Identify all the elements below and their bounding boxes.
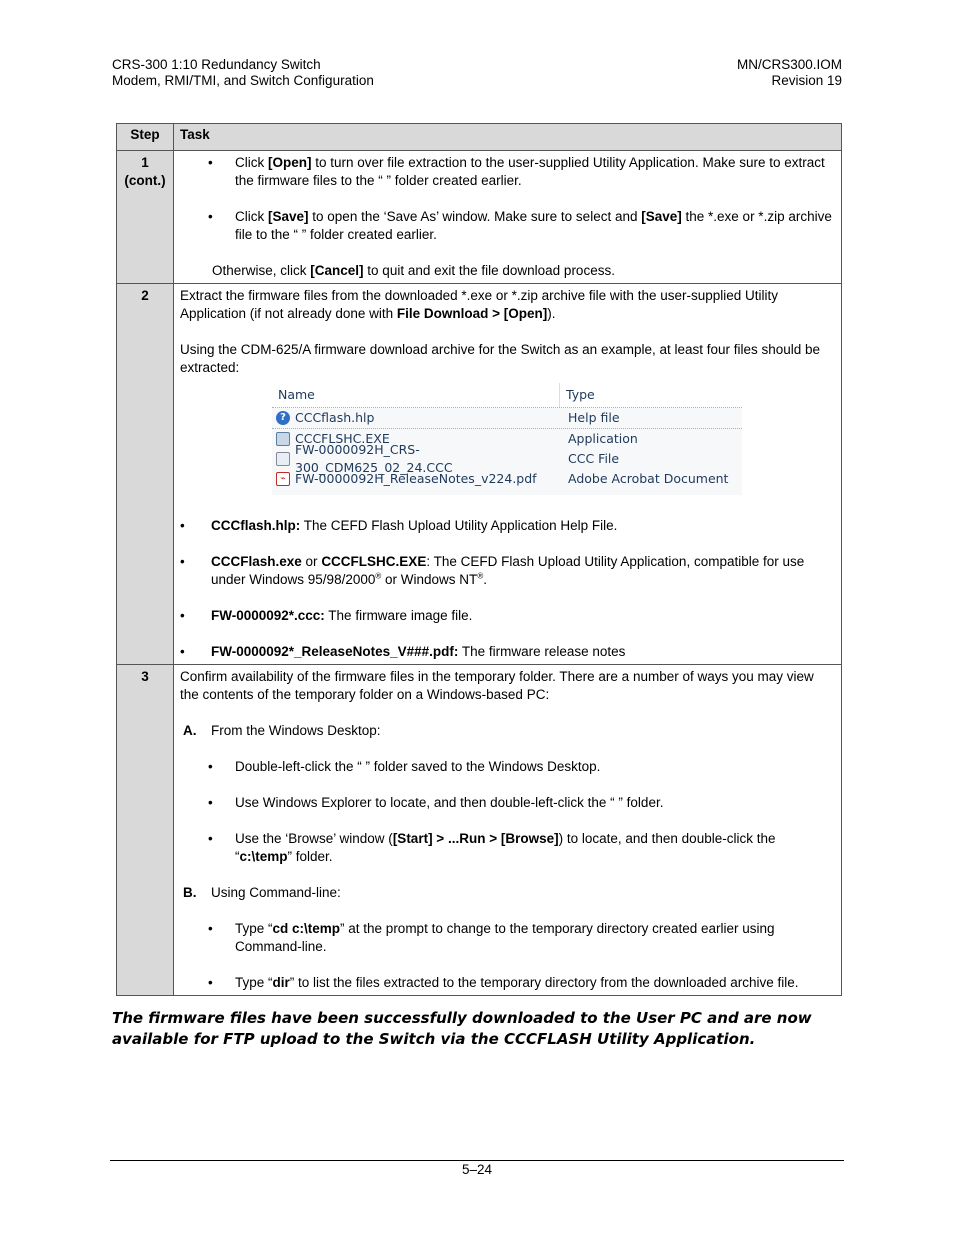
bullet-text: [235, 830, 835, 866]
menu-path: [Start] > ...Run > [Browse]: [392, 831, 559, 846]
header-left: [112, 57, 374, 89]
bullet-text: [235, 974, 799, 992]
column-header-type: Type: [566, 387, 595, 402]
list-item: [180, 553, 835, 589]
table-header-row: [117, 124, 842, 151]
bullet-text: [211, 553, 835, 589]
text: Click: [235, 155, 268, 170]
sub-step-letter: B.: [183, 885, 197, 900]
bullet: •: [208, 831, 213, 846]
step-number: 2: [141, 288, 149, 303]
list-item: [180, 154, 835, 190]
command: dir: [272, 975, 290, 990]
file-row: [272, 469, 742, 489]
text: The firmware image file.: [324, 608, 473, 623]
save-label: [Save]: [641, 209, 682, 224]
bullet: •: [180, 608, 185, 623]
folder-path: c:\temp: [239, 849, 288, 864]
text: ” to list the files extracted to the temporary directory from the downloaded archive file.: [289, 975, 799, 990]
bullet: •: [208, 921, 213, 936]
sub-step-text: Using Command-line:: [211, 885, 341, 900]
text: The CEFD Flash Upload Utility Application Help File.: [300, 518, 618, 533]
step-cont: (cont.): [124, 173, 166, 188]
file-label: CCCFlash.exe: [211, 554, 302, 569]
list-item: [180, 920, 835, 956]
paragraph: [180, 287, 835, 323]
text: The firmware release notes: [458, 644, 626, 659]
text: ) to locate, and then double-click the “: [235, 831, 776, 864]
task-cell: [174, 665, 842, 996]
procedure-table: [116, 123, 842, 996]
step-cell: [117, 151, 174, 284]
text: or: [301, 554, 322, 569]
list-item: [180, 643, 835, 661]
step-cell: [117, 665, 174, 996]
ccc-file-icon: [276, 452, 290, 466]
help-icon: ?: [276, 411, 290, 425]
command: cd c:\temp: [272, 921, 341, 936]
file-row: [272, 408, 742, 429]
bullet: •: [208, 155, 213, 170]
file-label: CCCFLSHC.EXE: [321, 554, 427, 569]
bullet-text: [235, 208, 835, 244]
table-row: [117, 284, 842, 665]
pdf-icon: ⌁: [276, 472, 290, 486]
list-item: [180, 974, 835, 992]
step-cell: [117, 284, 174, 665]
list-item: [180, 794, 835, 812]
bullet-text: [211, 643, 625, 661]
file-row: [272, 442, 742, 475]
text: Type “: [235, 921, 273, 936]
step-number: 3: [141, 669, 149, 684]
table-row: [117, 151, 842, 284]
bullet: •: [180, 518, 185, 533]
bullet-text: Use Windows Explorer to locate, and then double-left-click the “ ” folder.: [235, 795, 664, 810]
text: Type “: [235, 975, 273, 990]
file-type: CCC File: [568, 451, 620, 466]
text: to quit and exit the file download process.: [363, 263, 615, 278]
table-row: [117, 665, 842, 996]
open-label: [Open]: [268, 155, 312, 170]
footer-rule: [110, 1160, 844, 1161]
task-cell: [174, 284, 842, 665]
step-number: 1: [141, 155, 149, 170]
file-type: Application: [568, 431, 638, 446]
registered-mark: ®: [477, 571, 484, 581]
doc-revision: Revision 19: [771, 73, 842, 88]
doc-subtitle: Modem, RMI/TMI, and Switch Configuration: [112, 73, 374, 88]
cancel-label: [Cancel]: [310, 263, 364, 278]
list-item: [180, 830, 835, 866]
file-type: Help file: [568, 410, 620, 425]
doc-number: MN/CRS300.IOM: [736, 57, 842, 72]
file-type: Adobe Acrobat Document: [568, 471, 729, 486]
list-item: [180, 758, 835, 776]
text: or Windows NT: [381, 572, 478, 587]
column-header-task: Task: [174, 124, 842, 151]
text: ).: [547, 306, 556, 321]
file-label: FW-0000092*_ReleaseNotes_V###.pdf:: [211, 644, 459, 659]
bullet: •: [208, 759, 213, 774]
menu-path: File Download > [Open]: [396, 306, 548, 321]
bullet: •: [208, 209, 213, 224]
text: the *.exe or *.zip archive file to the “ ” folder created earlier.: [235, 209, 832, 242]
paragraph: Using the CDM-625/A firmware download archive for the Switch as an example, at least four files should be extracted:: [180, 342, 821, 375]
page-number: 5–24: [461, 1162, 493, 1177]
text: Click: [235, 209, 268, 224]
registered-mark: ®: [375, 571, 382, 581]
file-label: CCCflash.hlp:: [211, 518, 301, 533]
list-item: [180, 208, 835, 244]
bullet-text: [235, 920, 835, 956]
file-label: FW-0000092*.ccc:: [211, 608, 325, 623]
text: .: [483, 572, 487, 587]
save-label: [Save]: [268, 209, 309, 224]
bullet-text: [211, 607, 472, 625]
bullet: •: [208, 975, 213, 990]
file-name: FW-0000092H_CRS-300_CDM625_02_24.CCC: [295, 442, 453, 475]
text: to turn over file extraction to the user-supplied Utility Application. Make sure to extract the firmware files to the “ ” folder created earlier.: [235, 155, 825, 188]
bullet-text: [211, 517, 617, 535]
header-right: [737, 57, 842, 89]
task-cell: [174, 151, 842, 284]
text: Use the ‘Browse’ window (: [235, 831, 393, 846]
sub-step-letter: A.: [183, 723, 197, 738]
sub-step-a: [180, 722, 835, 740]
bullet: •: [208, 795, 213, 810]
otherwise-text: [180, 262, 835, 280]
bullet: •: [180, 644, 185, 659]
file-name: CCCflash.hlp: [295, 410, 375, 425]
text: : The CEFD Flash Upload Utility Application, compatible for use under Windows 95/98/2000: [211, 554, 805, 587]
text: ” folder.: [287, 849, 333, 864]
text: to open the ‘Save As’ window. Make sure to select and: [308, 209, 642, 224]
text: ” at the prompt to change to the temporary directory created earlier using Command-line.: [235, 921, 775, 954]
column-header-step: Step: [117, 124, 174, 151]
file-name: FW-0000092H_ReleaseNotes_v224.pdf: [295, 471, 537, 486]
bullet: •: [180, 554, 185, 569]
sub-step-text: From the Windows Desktop:: [211, 723, 381, 738]
file-name: CCCFLSHC.EXE: [295, 431, 390, 446]
text: Extract the firmware files from the downloaded *.exe or *.zip archive file with the user-supplied Utility Application (if not already done with: [180, 288, 779, 321]
sub-step-b: [180, 884, 835, 902]
list-item: [180, 607, 835, 625]
bullet-text: [235, 154, 835, 190]
explorer-header: [272, 383, 742, 408]
file-explorer-screenshot: [272, 383, 742, 495]
doc-title: CRS-300 1:10 Redundancy Switch: [112, 57, 321, 72]
column-header-name: Name: [272, 383, 560, 407]
bullet-text: Double-left-click the “ ” folder saved to the Windows Desktop.: [235, 759, 601, 774]
paragraph: Confirm availability of the firmware files in the temporary folder. There are a number of ways you may view the contents of the temporary folder on a Windows-based PC:: [180, 669, 814, 702]
closing-statement: The firmware files have been successfully downloaded to the User PC and are now available for FTP upload to the Switch via the CCCFLASH Utility Application.: [112, 1009, 812, 1048]
text: Otherwise, click: [212, 263, 311, 278]
list-item: [180, 517, 835, 535]
